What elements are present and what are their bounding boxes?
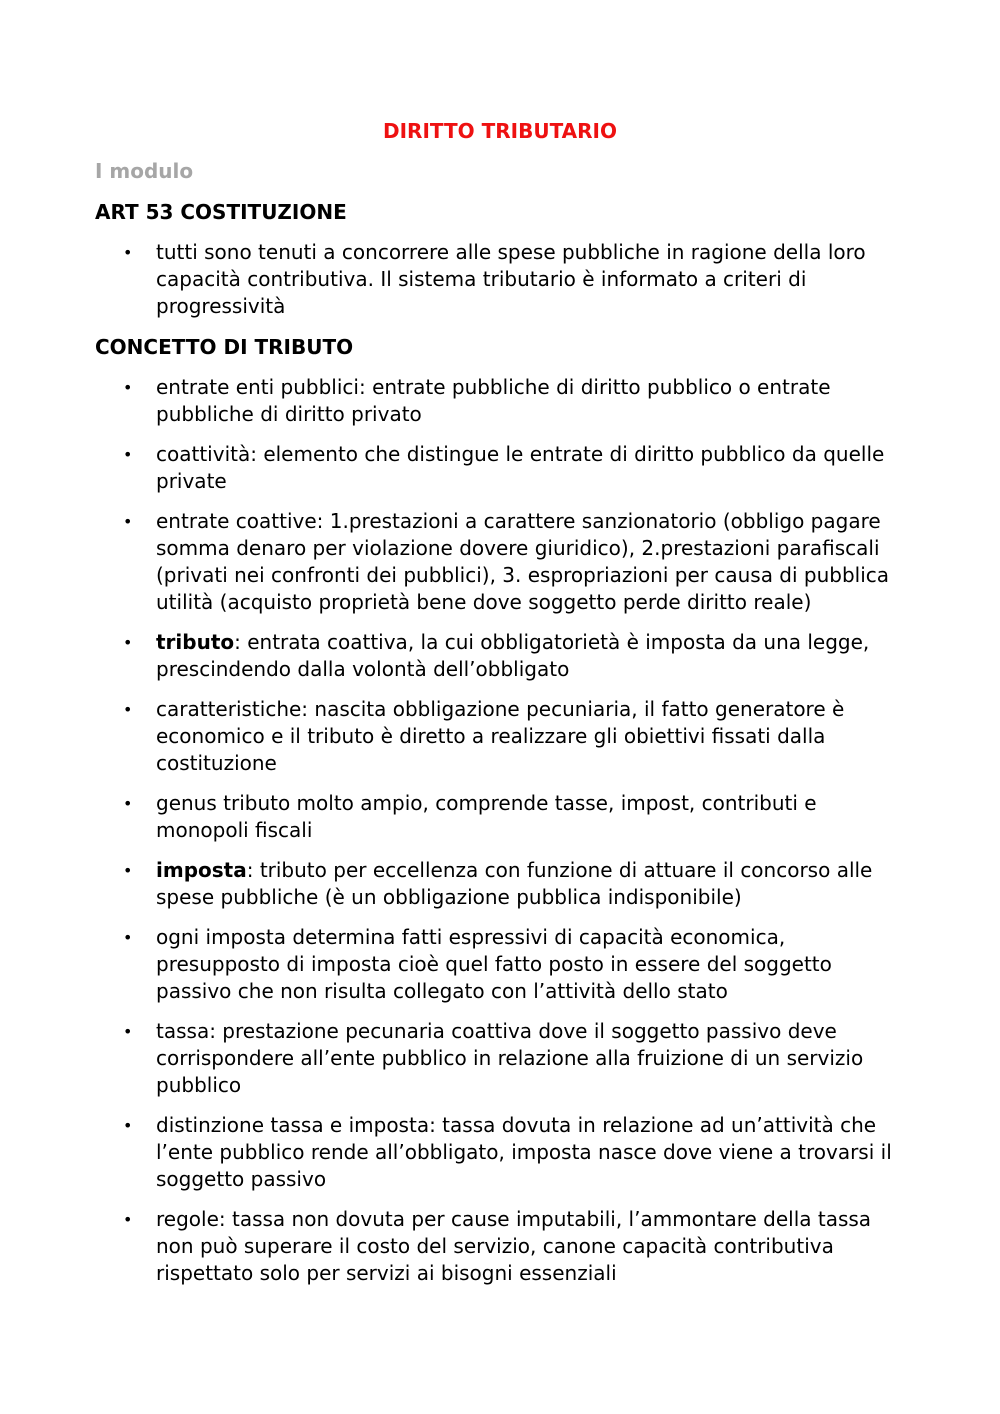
list-item: [120, 629, 910, 683]
section-heading-concetto-tributo: CONCETTO DI TRIBUTO: [95, 335, 354, 359]
document-title: DIRITTO TRIBUTARIO: [383, 119, 617, 143]
list-item-text: tutti sono tenuti a concorrere alle spese pubbliche in ragione della loro capacità contributiva. Il sistema tributario è informato a criteri di progressività: [156, 240, 866, 318]
list-item: [120, 374, 910, 428]
list-item-text: entrate coattive: 1.prestazioni a carattere sanzionatorio (obbligo pagare somma denaro per violazione dovere giuridico), 2.prestazioni parafiscali (privati nei confronti dei pubblici), 3. espropriazioni per causa di pubblica utilità (acquisto proprietà bene dove soggetto perde diritto reale): [156, 509, 890, 614]
list-item: [120, 508, 910, 616]
bullet-icon: •: [123, 445, 133, 464]
list-item: [120, 441, 910, 495]
list-item: [120, 239, 910, 320]
bullet-icon: •: [123, 861, 133, 880]
list-item: [120, 1018, 910, 1099]
bullet-icon: •: [123, 928, 133, 947]
list-item: [120, 696, 910, 777]
list-item: [120, 857, 910, 911]
list-item-text: distinzione tassa e imposta: tassa dovuta in relazione ad un’attività che l’ente pubblico rende all’obbligato, imposta nasce dove viene a trovarsi il soggetto passivo: [156, 1113, 892, 1191]
list-item-text: caratteristiche: nascita obbligazione pecuniaria, il fatto generatore è economico e il tributo è diretto a realizzare gli obiettivi fissati dalla costituzione: [156, 697, 845, 775]
list-item-text: coattività: elemento che distingue le entrate di diritto pubblico da quelle private: [156, 442, 885, 493]
bullet-icon: •: [123, 512, 133, 531]
list-item-text: genus tributo molto ampio, comprende tasse, impost, contributi e monopoli fiscali: [156, 791, 817, 842]
bullet-icon: •: [123, 378, 133, 397]
list-item-text: entrate enti pubblici: entrate pubbliche di diritto pubblico o entrate pubbliche di diritto privato: [156, 375, 831, 426]
bullet-icon: •: [123, 1210, 133, 1229]
bullet-icon: •: [123, 794, 133, 813]
section-heading-art53: ART 53 COSTITUZIONE: [95, 200, 347, 224]
list-item-text: tassa: prestazione pecunaria coattiva dove il soggetto passivo deve corrispondere all’ente pubblico in relazione alla fruizione di un servizio pubblico: [156, 1019, 864, 1097]
bullet-list-concetto-tributo: [120, 374, 910, 1300]
list-item-text: regole: tassa non dovuta per cause imputabili, l’ammontare della tassa non può superare il costo del servizio, canone capacità contributiva rispettato solo per servizi ai bisogni essenziali: [156, 1207, 872, 1285]
list-item-text: ogni imposta determina fatti espressivi di capacità economica, presupposto di imposta cioè quel fatto posto in essere del soggetto passivo che non risulta collegato con l’attività dello stato: [156, 925, 832, 1003]
module-label: I modulo: [95, 159, 194, 183]
list-item: [120, 924, 910, 1005]
bullet-icon: •: [123, 1116, 133, 1135]
bullet-list-art53: [120, 239, 910, 333]
bullet-icon: •: [123, 633, 133, 652]
term-tributo: tributo: [156, 630, 235, 654]
bullet-icon: •: [123, 243, 133, 262]
bullet-icon: •: [123, 1022, 133, 1041]
list-item-text: : tributo per eccellenza con funzione di attuare il concorso alle spese pubbliche (è un obbligazione pubblica indisponibile): [156, 858, 873, 909]
list-item: [120, 1112, 910, 1193]
list-item: [120, 1206, 910, 1287]
bullet-icon: •: [123, 700, 133, 719]
list-item: [120, 790, 910, 844]
term-imposta: imposta: [156, 858, 247, 882]
list-item-text: : entrata coattiva, la cui obbligatorietà è imposta da una legge, prescindendo dalla volontà dell’obbligato: [156, 630, 870, 681]
